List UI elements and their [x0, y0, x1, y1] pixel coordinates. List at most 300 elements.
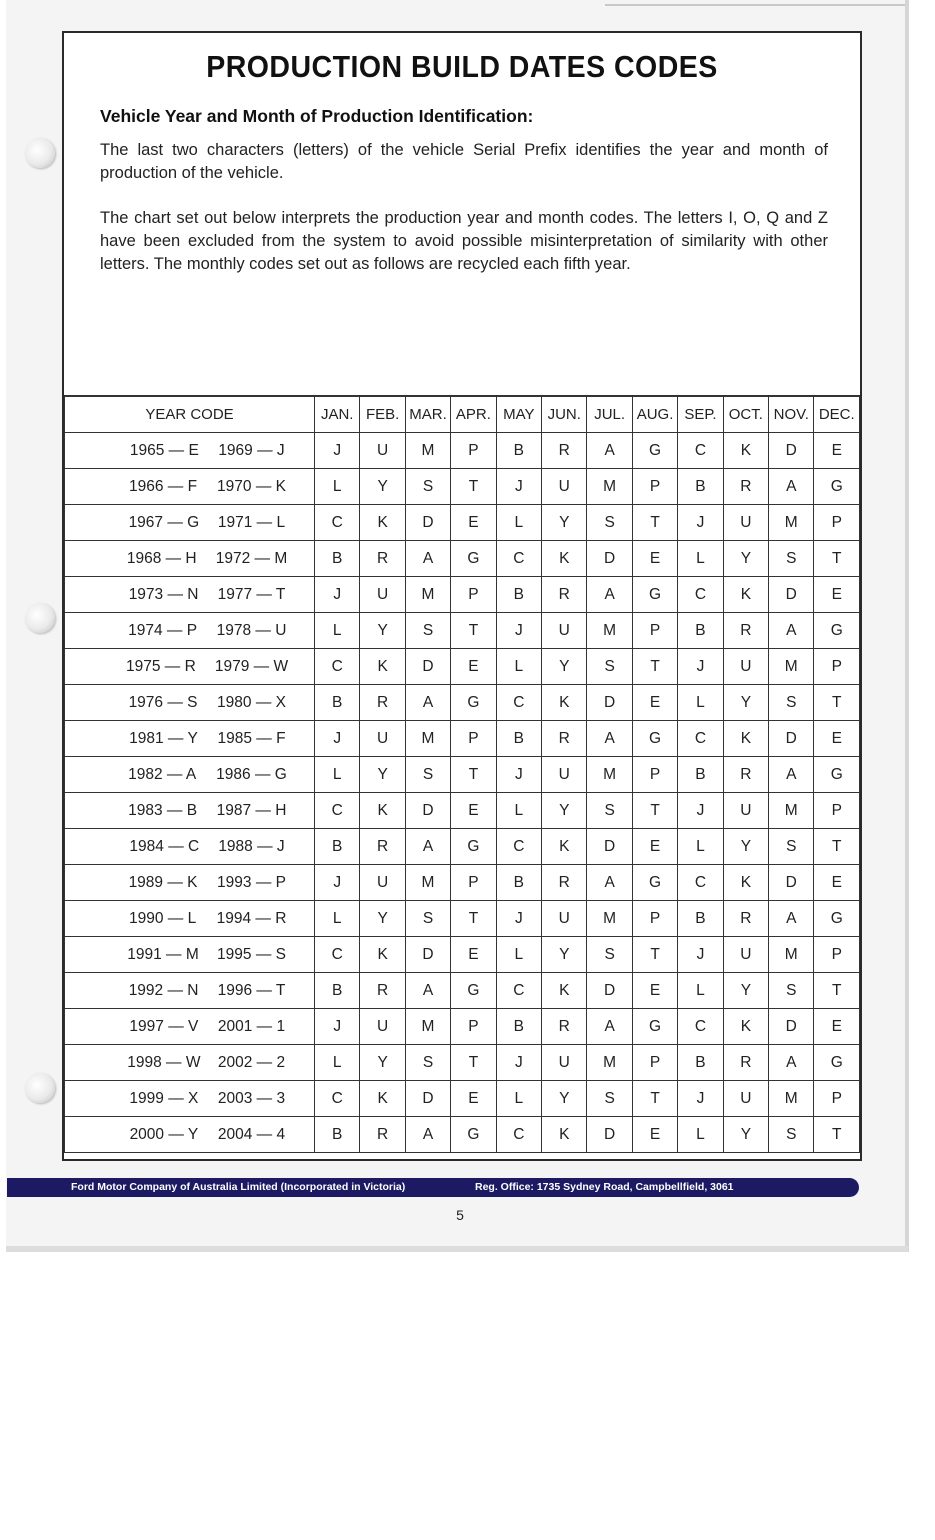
month-code-cell: J [678, 937, 723, 973]
month-code-cell: K [723, 865, 768, 901]
month-code-cell: T [451, 469, 496, 505]
year-code-second: 1995 — S [217, 945, 286, 963]
month-code-cell: P [814, 1081, 860, 1117]
month-code-cell: P [814, 793, 860, 829]
month-code-cell: P [632, 1045, 677, 1081]
month-code-cell: J [315, 577, 360, 613]
table-body [65, 433, 860, 1153]
year-code-first: 2000 — Y [129, 1125, 199, 1143]
month-code-cell: J [678, 793, 723, 829]
month-code-cell: R [360, 829, 405, 865]
month-code-cell: P [632, 757, 677, 793]
page-number: 5 [456, 1207, 464, 1223]
footer-office: Reg. Office: 1735 Sydney Road, Campbellfield, 3061 [475, 1181, 734, 1193]
month-code-cell: G [632, 1009, 677, 1045]
build-date-codes-table [64, 395, 860, 1153]
month-code-cell: T [451, 757, 496, 793]
year-code-first: 1965 — E [129, 441, 199, 459]
year-code-second: 1988 — J [218, 837, 285, 855]
month-code-cell: B [315, 541, 360, 577]
month-code-cell: U [542, 469, 587, 505]
month-code-cell: C [315, 649, 360, 685]
month-header: MAY [496, 396, 541, 433]
month-code-cell: S [587, 649, 632, 685]
month-code-cell: B [678, 613, 723, 649]
year-code-first: 1967 — G [128, 513, 200, 531]
table-row [65, 1117, 860, 1153]
month-code-cell: Y [723, 829, 768, 865]
month-code-cell: U [360, 433, 405, 469]
month-code-cell: C [678, 1009, 723, 1045]
month-code-cell: Y [360, 757, 405, 793]
month-code-cell: P [814, 505, 860, 541]
month-code-cell: K [542, 1117, 587, 1153]
month-code-cell: A [769, 469, 814, 505]
month-code-cell: S [587, 937, 632, 973]
year-code-first: 1974 — P [128, 621, 198, 639]
month-code-cell: E [451, 1081, 496, 1117]
month-header: SEP. [678, 396, 723, 433]
table-row [65, 721, 860, 757]
month-code-cell: E [632, 973, 677, 1009]
year-code-second: 1979 — W [214, 657, 289, 675]
year-code-second: 2001 — 1 [217, 1017, 286, 1035]
month-code-cell: S [405, 469, 450, 505]
year-code-second: 1977 — T [217, 585, 286, 603]
month-code-cell: T [632, 505, 677, 541]
month-code-cell: C [315, 937, 360, 973]
table-row [65, 685, 860, 721]
month-code-cell: S [587, 793, 632, 829]
month-code-cell: K [542, 541, 587, 577]
month-code-cell: L [315, 613, 360, 649]
footer-company: Ford Motor Company of Australia Limited (Incorporated in Victoria) [71, 1181, 406, 1193]
month-header: FEB. [360, 396, 405, 433]
month-code-cell: D [405, 505, 450, 541]
month-code-cell: M [587, 469, 632, 505]
month-code-cell: U [542, 613, 587, 649]
month-code-cell: L [496, 937, 541, 973]
month-code-cell: S [405, 613, 450, 649]
month-code-cell: L [315, 1045, 360, 1081]
month-header: DEC. [814, 396, 860, 433]
month-code-cell: K [360, 793, 405, 829]
month-code-cell: E [451, 505, 496, 541]
month-code-cell: Y [723, 685, 768, 721]
month-code-cell: E [632, 1117, 677, 1153]
year-code-first: 1975 — R [125, 657, 196, 675]
month-code-cell: D [587, 685, 632, 721]
table-row [65, 793, 860, 829]
month-code-cell: R [542, 721, 587, 757]
year-code-first: 1981 — Y [129, 729, 198, 747]
month-code-cell: P [814, 649, 860, 685]
sheet-edge [605, 4, 905, 6]
month-code-cell: D [405, 793, 450, 829]
month-code-cell: R [542, 433, 587, 469]
year-code-header: YEAR CODE [65, 396, 315, 433]
month-code-cell: J [496, 1045, 541, 1081]
month-code-cell: C [678, 865, 723, 901]
month-code-cell: R [360, 541, 405, 577]
month-code-cell: U [723, 793, 768, 829]
year-code-first: 1982 — A [128, 765, 197, 783]
year-code-second: 1985 — F [217, 729, 286, 747]
year-code-second: 1987 — H [216, 801, 287, 819]
month-code-cell: C [315, 1081, 360, 1117]
month-header: JAN. [315, 396, 360, 433]
month-header: AUG. [632, 396, 677, 433]
month-code-cell: K [723, 721, 768, 757]
month-code-cell: B [496, 433, 541, 469]
month-code-cell: J [496, 901, 541, 937]
month-code-cell: B [315, 1117, 360, 1153]
table-row [65, 829, 860, 865]
year-code-second: 2003 — 3 [217, 1089, 286, 1107]
month-code-cell: R [723, 469, 768, 505]
month-code-cell: D [405, 937, 450, 973]
month-code-cell: A [769, 757, 814, 793]
month-code-cell: Y [542, 1081, 587, 1117]
year-code-cell [65, 757, 315, 793]
table-row [65, 1081, 860, 1117]
month-code-cell: E [814, 865, 860, 901]
month-code-cell: R [723, 757, 768, 793]
month-code-cell: A [405, 685, 450, 721]
month-code-cell: T [632, 793, 677, 829]
month-code-cell: E [632, 685, 677, 721]
month-code-cell: L [678, 973, 723, 1009]
year-code-first: 1999 — X [129, 1089, 199, 1107]
month-code-cell: L [678, 541, 723, 577]
year-code-cell [65, 541, 315, 577]
month-code-cell: A [405, 973, 450, 1009]
month-code-cell: J [678, 505, 723, 541]
footer-bar [7, 1178, 859, 1197]
month-code-cell: B [678, 901, 723, 937]
year-code-first: 1998 — W [127, 1053, 201, 1071]
month-code-cell: B [496, 577, 541, 613]
month-code-cell: G [814, 613, 860, 649]
month-code-cell: D [769, 577, 814, 613]
table-row [65, 469, 860, 505]
month-code-cell: B [678, 757, 723, 793]
year-code-first: 1989 — K [128, 873, 198, 891]
month-code-cell: K [723, 577, 768, 613]
month-code-cell: G [451, 1117, 496, 1153]
month-code-cell: C [496, 1117, 541, 1153]
month-code-cell: A [769, 613, 814, 649]
month-code-cell: Y [360, 469, 405, 505]
month-code-cell: U [723, 1081, 768, 1117]
month-code-cell: M [769, 937, 814, 973]
month-code-cell: M [405, 865, 450, 901]
month-code-cell: S [769, 685, 814, 721]
month-code-cell: K [542, 973, 587, 1009]
month-code-cell: D [587, 541, 632, 577]
month-code-cell: T [632, 649, 677, 685]
month-code-cell: G [814, 469, 860, 505]
month-code-cell: R [723, 1045, 768, 1081]
month-code-cell: B [678, 1045, 723, 1081]
month-code-cell: P [814, 937, 860, 973]
month-code-cell: K [360, 937, 405, 973]
month-code-cell: L [496, 505, 541, 541]
month-code-cell: L [678, 1117, 723, 1153]
year-code-first: 1992 — N [128, 981, 199, 999]
month-code-cell: U [723, 649, 768, 685]
month-code-cell: M [587, 757, 632, 793]
year-code-cell [65, 1009, 315, 1045]
month-code-cell: U [723, 937, 768, 973]
month-code-cell: D [405, 1081, 450, 1117]
month-code-cell: T [632, 1081, 677, 1117]
month-code-cell: B [315, 973, 360, 1009]
month-code-cell: E [451, 649, 496, 685]
month-code-cell: S [405, 757, 450, 793]
table-row [65, 613, 860, 649]
year-code-cell [65, 1045, 315, 1081]
month-code-cell: T [451, 901, 496, 937]
month-code-cell: G [814, 1045, 860, 1081]
year-code-second: 1970 — K [217, 477, 286, 495]
month-code-cell: C [678, 433, 723, 469]
month-code-cell: A [405, 1117, 450, 1153]
table-row [65, 865, 860, 901]
month-header: OCT. [723, 396, 768, 433]
month-code-cell: D [587, 1117, 632, 1153]
table-row [65, 973, 860, 1009]
month-code-cell: P [632, 613, 677, 649]
month-code-cell: S [769, 1117, 814, 1153]
intro-paragraph: The last two characters (letters) of the vehicle Serial Prefix identifies the year and month of production of the vehicle. [100, 141, 828, 182]
binder-hole-icon [25, 603, 55, 633]
table-header-row [65, 396, 860, 433]
month-code-cell: A [587, 1009, 632, 1045]
month-code-cell: Y [723, 541, 768, 577]
year-code-cell [65, 505, 315, 541]
month-code-cell: J [678, 1081, 723, 1117]
month-code-cell: U [360, 1009, 405, 1045]
month-code-cell: P [451, 577, 496, 613]
month-code-cell: Y [542, 937, 587, 973]
month-code-cell: C [496, 541, 541, 577]
sheet-edge [905, 0, 909, 1252]
month-code-cell: A [587, 577, 632, 613]
month-code-cell: R [542, 865, 587, 901]
binder-hole-icon [25, 138, 55, 168]
month-code-cell: G [451, 829, 496, 865]
year-code-first: 1990 — L [128, 909, 197, 927]
table-row [65, 1009, 860, 1045]
month-code-cell: M [405, 577, 450, 613]
year-code-second: 1996 — T [217, 981, 286, 999]
month-code-cell: R [723, 613, 768, 649]
month-header: JUN. [542, 396, 587, 433]
month-code-cell: A [587, 433, 632, 469]
month-code-cell: E [814, 1009, 860, 1045]
year-code-first: 1968 — H [126, 549, 197, 567]
month-code-cell: Y [542, 649, 587, 685]
month-code-cell: A [587, 721, 632, 757]
month-code-cell: C [496, 973, 541, 1009]
year-code-cell [65, 649, 315, 685]
month-code-cell: S [405, 1045, 450, 1081]
sheet-edge [6, 1246, 908, 1252]
month-code-cell: P [632, 901, 677, 937]
month-code-cell: E [451, 793, 496, 829]
year-code-second: 2004 — 4 [217, 1125, 286, 1143]
month-code-cell: C [678, 721, 723, 757]
year-code-cell [65, 469, 315, 505]
month-code-cell: M [405, 433, 450, 469]
month-code-cell: D [769, 1009, 814, 1045]
month-code-cell: P [451, 721, 496, 757]
month-code-cell: G [632, 433, 677, 469]
year-code-cell [65, 1081, 315, 1117]
month-code-cell: R [360, 685, 405, 721]
table-row [65, 505, 860, 541]
month-code-cell: U [360, 865, 405, 901]
month-code-cell: K [723, 1009, 768, 1045]
table-row [65, 433, 860, 469]
year-code-second: 1980 — X [217, 693, 286, 711]
month-code-cell: L [315, 469, 360, 505]
month-code-cell: G [451, 685, 496, 721]
month-code-cell: G [451, 541, 496, 577]
month-code-cell: J [496, 469, 541, 505]
month-code-cell: B [496, 1009, 541, 1045]
month-code-cell: Y [360, 901, 405, 937]
year-code-first: 1976 — S [128, 693, 198, 711]
month-code-cell: E [814, 433, 860, 469]
month-code-cell: D [769, 721, 814, 757]
year-code-cell [65, 973, 315, 1009]
year-code-second: 1972 — M [215, 549, 288, 567]
table-row [65, 1045, 860, 1081]
month-code-cell: B [496, 721, 541, 757]
month-code-cell: M [587, 901, 632, 937]
month-code-cell: D [587, 829, 632, 865]
month-code-cell: L [678, 685, 723, 721]
month-code-cell: U [542, 1045, 587, 1081]
year-code-second: 1969 — J [218, 441, 285, 459]
year-code-second: 1971 — L [217, 513, 286, 531]
month-code-cell: C [315, 793, 360, 829]
month-code-cell: M [769, 1081, 814, 1117]
month-code-cell: U [542, 901, 587, 937]
month-code-cell: S [769, 829, 814, 865]
month-code-cell: B [496, 865, 541, 901]
month-header: JUL. [587, 396, 632, 433]
month-code-cell: L [496, 1081, 541, 1117]
year-code-first: 1983 — B [128, 801, 198, 819]
year-code-cell [65, 577, 315, 613]
year-code-cell [65, 685, 315, 721]
month-code-cell: R [360, 1117, 405, 1153]
year-code-second: 1978 — U [216, 621, 287, 639]
month-code-cell: T [814, 541, 860, 577]
month-code-cell: E [814, 721, 860, 757]
month-code-cell: L [496, 793, 541, 829]
month-code-cell: S [769, 973, 814, 1009]
month-code-cell: C [315, 505, 360, 541]
month-code-cell: T [451, 1045, 496, 1081]
year-code-second: 1993 — P [217, 873, 286, 891]
month-code-cell: M [769, 793, 814, 829]
month-code-cell: T [632, 937, 677, 973]
month-code-cell: U [360, 577, 405, 613]
month-code-cell: G [451, 973, 496, 1009]
year-code-cell [65, 1117, 315, 1153]
month-code-cell: U [723, 505, 768, 541]
month-code-cell: P [451, 865, 496, 901]
year-code-cell [65, 865, 315, 901]
table-row [65, 541, 860, 577]
month-code-cell: S [405, 901, 450, 937]
month-code-cell: S [587, 505, 632, 541]
month-code-cell: M [405, 1009, 450, 1045]
month-code-cell: M [587, 613, 632, 649]
month-code-cell: Y [542, 505, 587, 541]
year-code-first: 1966 — F [129, 477, 198, 495]
table-row [65, 649, 860, 685]
month-code-cell: B [678, 469, 723, 505]
month-code-cell: A [769, 901, 814, 937]
month-code-cell: C [496, 829, 541, 865]
month-code-cell: J [315, 433, 360, 469]
month-code-cell: T [451, 613, 496, 649]
month-code-cell: R [723, 901, 768, 937]
binder-hole-icon [25, 1073, 55, 1103]
month-code-cell: E [632, 829, 677, 865]
table-row [65, 901, 860, 937]
month-code-cell: S [587, 1081, 632, 1117]
year-code-second: 2002 — 2 [217, 1053, 286, 1071]
month-code-cell: G [632, 865, 677, 901]
month-code-cell: L [678, 829, 723, 865]
month-code-cell: K [723, 433, 768, 469]
month-code-cell: K [360, 649, 405, 685]
month-code-cell: Y [542, 793, 587, 829]
month-code-cell: M [769, 505, 814, 541]
table-row [65, 937, 860, 973]
page-title: PRODUCTION BUILD DATES CODES [206, 49, 718, 84]
month-code-cell: J [678, 649, 723, 685]
year-code-cell [65, 901, 315, 937]
month-code-cell: Y [360, 1045, 405, 1081]
month-code-cell: A [405, 541, 450, 577]
month-code-cell: B [315, 685, 360, 721]
year-code-cell [65, 829, 315, 865]
month-code-cell: G [632, 721, 677, 757]
month-code-cell: K [360, 505, 405, 541]
month-code-cell: U [360, 721, 405, 757]
month-code-cell: T [814, 685, 860, 721]
month-code-cell: D [769, 865, 814, 901]
month-code-cell: L [496, 649, 541, 685]
month-code-cell: A [587, 865, 632, 901]
month-code-cell: G [814, 757, 860, 793]
month-code-cell: G [814, 901, 860, 937]
month-header: MAR. [405, 396, 450, 433]
month-code-cell: S [769, 541, 814, 577]
month-code-cell: D [405, 649, 450, 685]
month-code-cell: T [814, 973, 860, 1009]
month-code-cell: P [451, 433, 496, 469]
month-code-cell: G [632, 577, 677, 613]
table-row [65, 757, 860, 793]
